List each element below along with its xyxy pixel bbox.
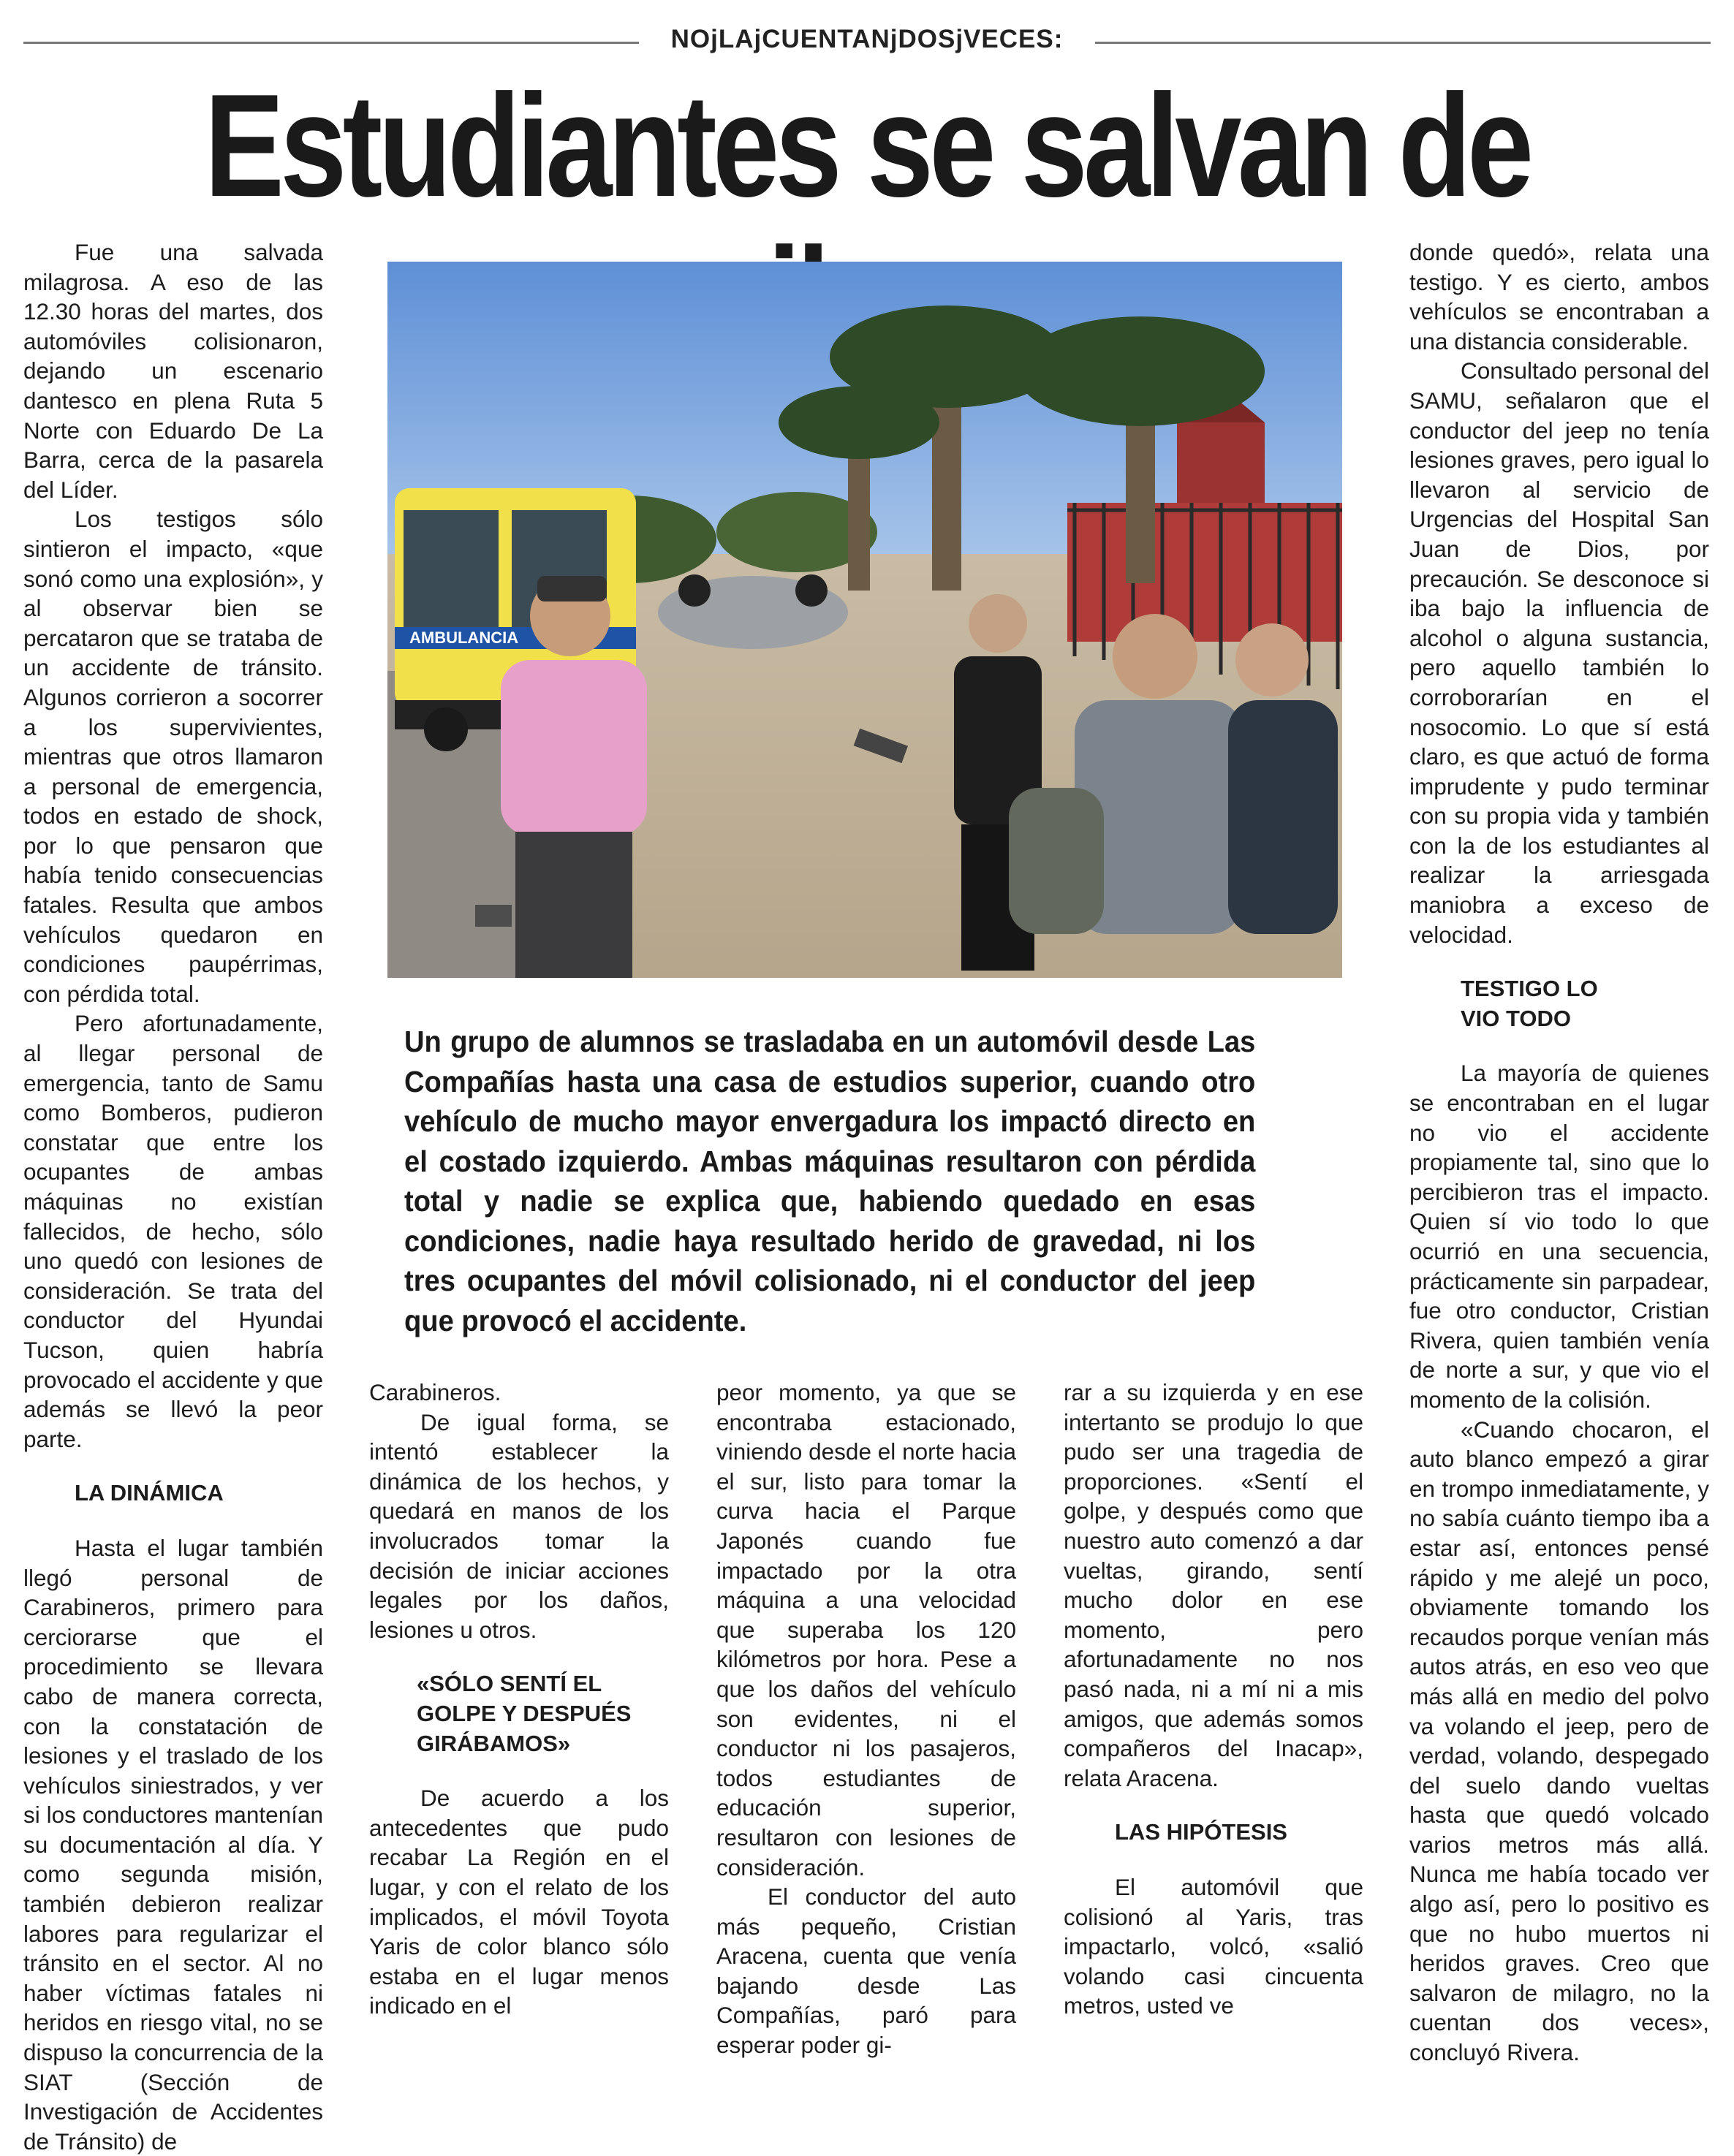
paragraph: El automóvil que colisionó al Yaris, tras impactarlo, volcó, «salió volando casi cincuenta metros, usted ve <box>1064 1873 1363 2019</box>
paragraph: rar a su izquierda y en ese intertanto se produjo lo que pudo ser una tragedia de proporciones. «Sentí el golpe, y después como que nuestro auto comenzó a dar vueltas, girando, sentí mucho dolor en ese momento, pero afortunadamente no nos pasó nada, ni a mí ni a mis amigos, que además somos compañeros del Inacap», relata Aracena. <box>1064 1379 1363 1791</box>
headline: Estudiantes se salvan de <box>204 64 1530 227</box>
section-label: NOjLAjCUENTANjDOSjVECES: <box>670 25 1064 53</box>
paragraph: Hasta el lugar también llegó personal de Carabineros, primero para cerciorarse que el procedimiento se llevara cabo de manera correcta, con la constatación de lesiones y el traslado de los vehículos siniestrados, y ver si los conductores mantenían su documentación al día. Y como segunda misión, también debieron realizar labores para regularizar el tránsito en el sector. Al no haber víctimas fatales ni heridos en riesgo vital, no se dispuso la concurrencia de la SIAT (Sección de Investigación de Accidentes de Tránsito) de <box>23 1534 323 2155</box>
paragraph: De igual forma, se intentó establecer la dinámica de los hechos, y quedará en manos de los involucrados tomar la decisión de iniciar acciones legales por los daños, lesiones u otros. <box>369 1408 669 1643</box>
paragraph: «Cuando chocaron, el auto blanco empezó a girar en trompo inmediatamente, y no sabía cuánto tiempo iba a estar así, entonces pensé rápido y me alejé un poco, obviamente tomando los recaudos porque venían más autos atrás, en eso veo que más allá en medio del polvo va volando el jeep, pero de verdad, volando, despegado del suelo dando vueltas hasta que quedó volcado varios metros más allá. Nunca me había tocado ver algo así, pero lo positivo es que no hubo muertos ni heridos graves. Creo que salvaron de milagro, no la cuentan dos veces», concluyó Rivera. <box>1409 1416 1709 2066</box>
ambulance-label: AMBULANCIA <box>409 629 519 647</box>
subheading-las-hipotesis: LAS HIPÓTESIS <box>1115 1819 1287 1845</box>
paragraph: Carabineros. <box>369 1379 501 1405</box>
paragraph: Fue una salvada milagrosa. A eso de las 12.30 horas del martes, dos automóviles colisionaron, dejando un escenario dantesco en plena Ruta 5 Norte con Eduardo De La Barra, cerca de la pasarela del Líder. <box>23 239 323 503</box>
paragraph: La mayoría de quienes se encontraban en el lugar no vio el accidente propiamente tal, sino que lo percibieron tras el impacto. Quien sí vio todo lo que ocurrió en una secuencia, prácticamente sin parpadear, fue otro conductor, Cristian Rivera, quien también venía de norte a sur, y que vio el momento de la colisión. <box>1409 1060 1709 1413</box>
article-column-3 <box>716 1378 1016 2060</box>
article-column-4 <box>1064 1378 1363 2021</box>
lead-paragraph: Un grupo de alumnos se trasladaba en un automóvil desde Las Compañías hasta una casa de estudios superior, cuando otro vehículo de mucho mayor envergadura los impactó directo en el costado izquierdo. Ambas máquinas resultaron con pérdida total y nadie se explica que, habiendo quedado en esas condiciones, nadie haya resultado herido de gravedad, ni los tres ocupantes del móvil colisionado, ni el conductor del jeep que provocó el accidente. <box>404 1025 1256 1337</box>
article-column-5 <box>1409 238 1709 2068</box>
paragraph: Pero afortunadamente, al llegar personal de emergencia, tanto de Samu como Bomberos, pudieron constatar que entre los ocupantes de ambas máquinas no existían fallecidos, de hecho, sólo uno quedó con lesiones de consideración. Se trata del conductor del Hyundai Tucson, quien habría provocado el accidente y que además se llevó la peor parte. <box>23 1010 323 1452</box>
subheading-testigo-lo-vio-todo: TESTIGO LO VIO TODO <box>1461 976 1598 1031</box>
paragraph: Consultado personal del SAMU, señalaron que el conductor del jeep no tenía lesiones graves, pero igual lo llevaron al servicio de Urgencias del Hospital San Juan de Dios, por precaución. Se desconoce si iba bajo la influencia de alcohol o alguna sustancia, pero aquello también lo corroborarían en el nosocomio. Lo que sí está claro, es que actuó de forma imprudente y pudo terminar con su propia vida y también con la de los estudiantes al realizar la arriesgada maniobra a exceso de velocidad. <box>1409 357 1709 948</box>
paragraph: peor momento, ya que se encontraba estacionado, viniendo desde el norte hacia el sur, listo para tomar la curva hacia el Parque Japonés cuando fue impactado por la otra máquina a una velocidad que superaba los 120 kilómetros por hora. Pese a que los daños del vehículo son evidentes, ni el conductor ni los pasajeros, todos estudiantes de educación superior, resultaron con lesiones de consideración. <box>716 1379 1016 1880</box>
article-column-1 <box>23 238 323 2156</box>
article-column-2 <box>369 1378 669 2021</box>
paragraph: Los testigos sólo sintieron el impacto, «que sonó como una explosión», y al observar bien se percataron que se trataba de un accidente de tránsito. Algunos corrieron a socorrer a los supervivientes, mientras que otros llamaron a personal de emergencia, todos en estado de shock, por lo que pensaron que había tenido consecuencias fatales. Resulta que ambos vehículos quedaron en condiciones paupérrimas, con pérdida total. <box>23 506 323 1007</box>
header-rule-left <box>23 42 639 44</box>
header-rule-right <box>1095 42 1711 44</box>
subheading-la-dinamica: LA DINÁMICA <box>75 1480 224 1506</box>
paragraph: El conductor del auto más pequeño, Cristian Aracena, cuenta que venía bajando desde Las Compañías, paró para esperar poder gi- <box>716 1883 1016 2059</box>
paragraph: De acuerdo a los antecedentes que pudo recabar La Región en el lugar, y con el relato de los implicados, el móvil Toyota Yaris de color blanco sólo estaba en el lugar menos indicado en el <box>369 1785 669 2019</box>
subheading-solo-senti-el-golpe: «SÓLO SENTÍ EL GOLPE Y DESPUÉS GIRÁBAMOS» <box>417 1671 632 1756</box>
paragraph: donde quedó», relata una testigo. Y es cierto, ambos vehículos se encontraban a una distancia considerable. <box>1409 239 1709 354</box>
accident-photo <box>387 262 1342 978</box>
